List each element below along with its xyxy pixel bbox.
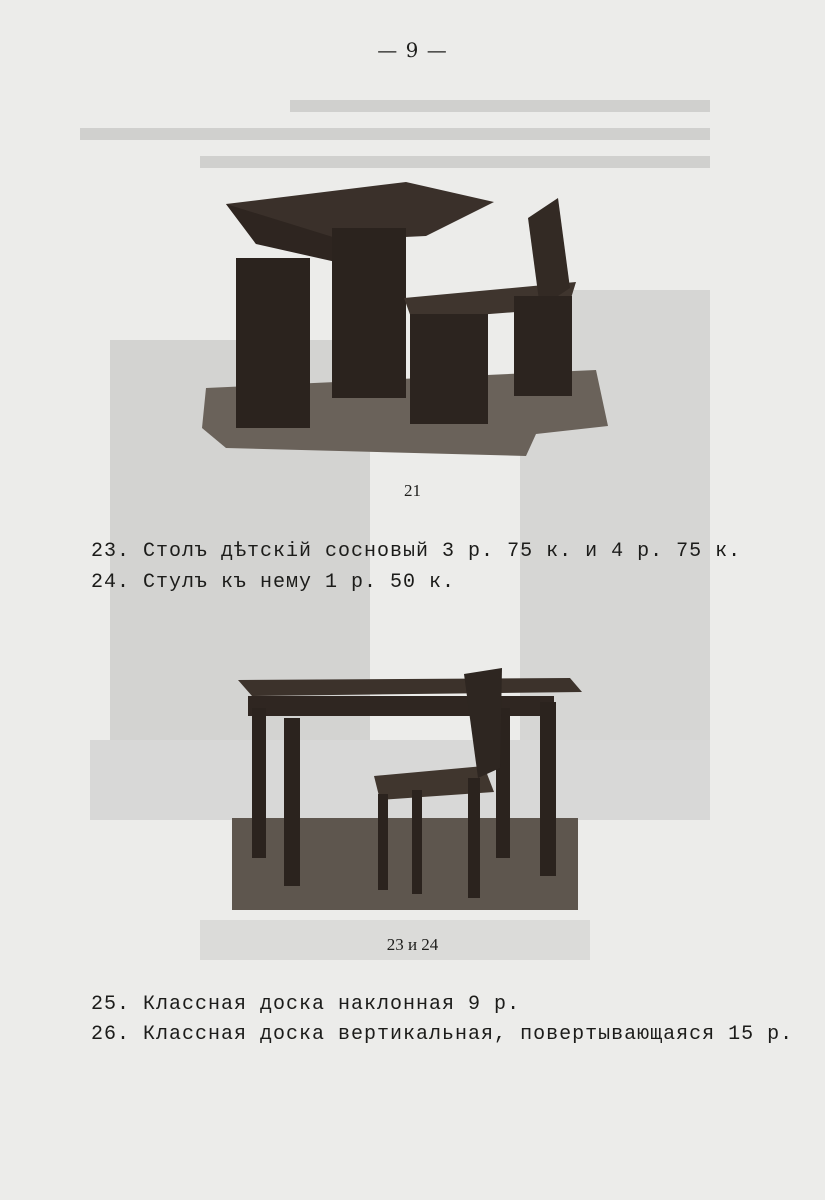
figure-desk-photo (196, 178, 612, 460)
figure-table-photo (232, 668, 584, 910)
table-leg (540, 702, 556, 876)
figure-caption-21: 21 (404, 481, 421, 500)
bleed-shape (290, 100, 710, 112)
chair-back (464, 668, 502, 778)
catalog-entry-26: 26. Классная доска вертикальная, повертывающаяся 15 р. (91, 1023, 794, 1046)
table-leg (284, 718, 300, 886)
bleed-shape (200, 156, 710, 168)
bleed-shape (80, 128, 710, 140)
chair-leg (468, 778, 480, 898)
chair-leg (378, 794, 388, 890)
chair-leg-front (410, 314, 488, 424)
catalog-entry-25: 25. Классная доска наклонная 9 р. (91, 993, 521, 1016)
page-number: — 9 — (377, 38, 448, 62)
chair-leg-back (514, 296, 572, 396)
table-floorboard (232, 818, 578, 910)
catalog-entry-24: 24. Стулъ къ нему 1 р. 50 к. (91, 571, 456, 594)
desk-right-leg (332, 228, 406, 398)
table-leg (252, 708, 266, 858)
desk-left-leg (236, 258, 310, 428)
catalog-entry-23: 23. Столъ дѣтскій сосновый 3 р. 75 к. и 4 р. 75 к. (91, 540, 742, 563)
chair-leg (412, 790, 422, 894)
figure-caption-23-24: 23 и 24 (386, 935, 439, 954)
table-top (238, 678, 582, 696)
